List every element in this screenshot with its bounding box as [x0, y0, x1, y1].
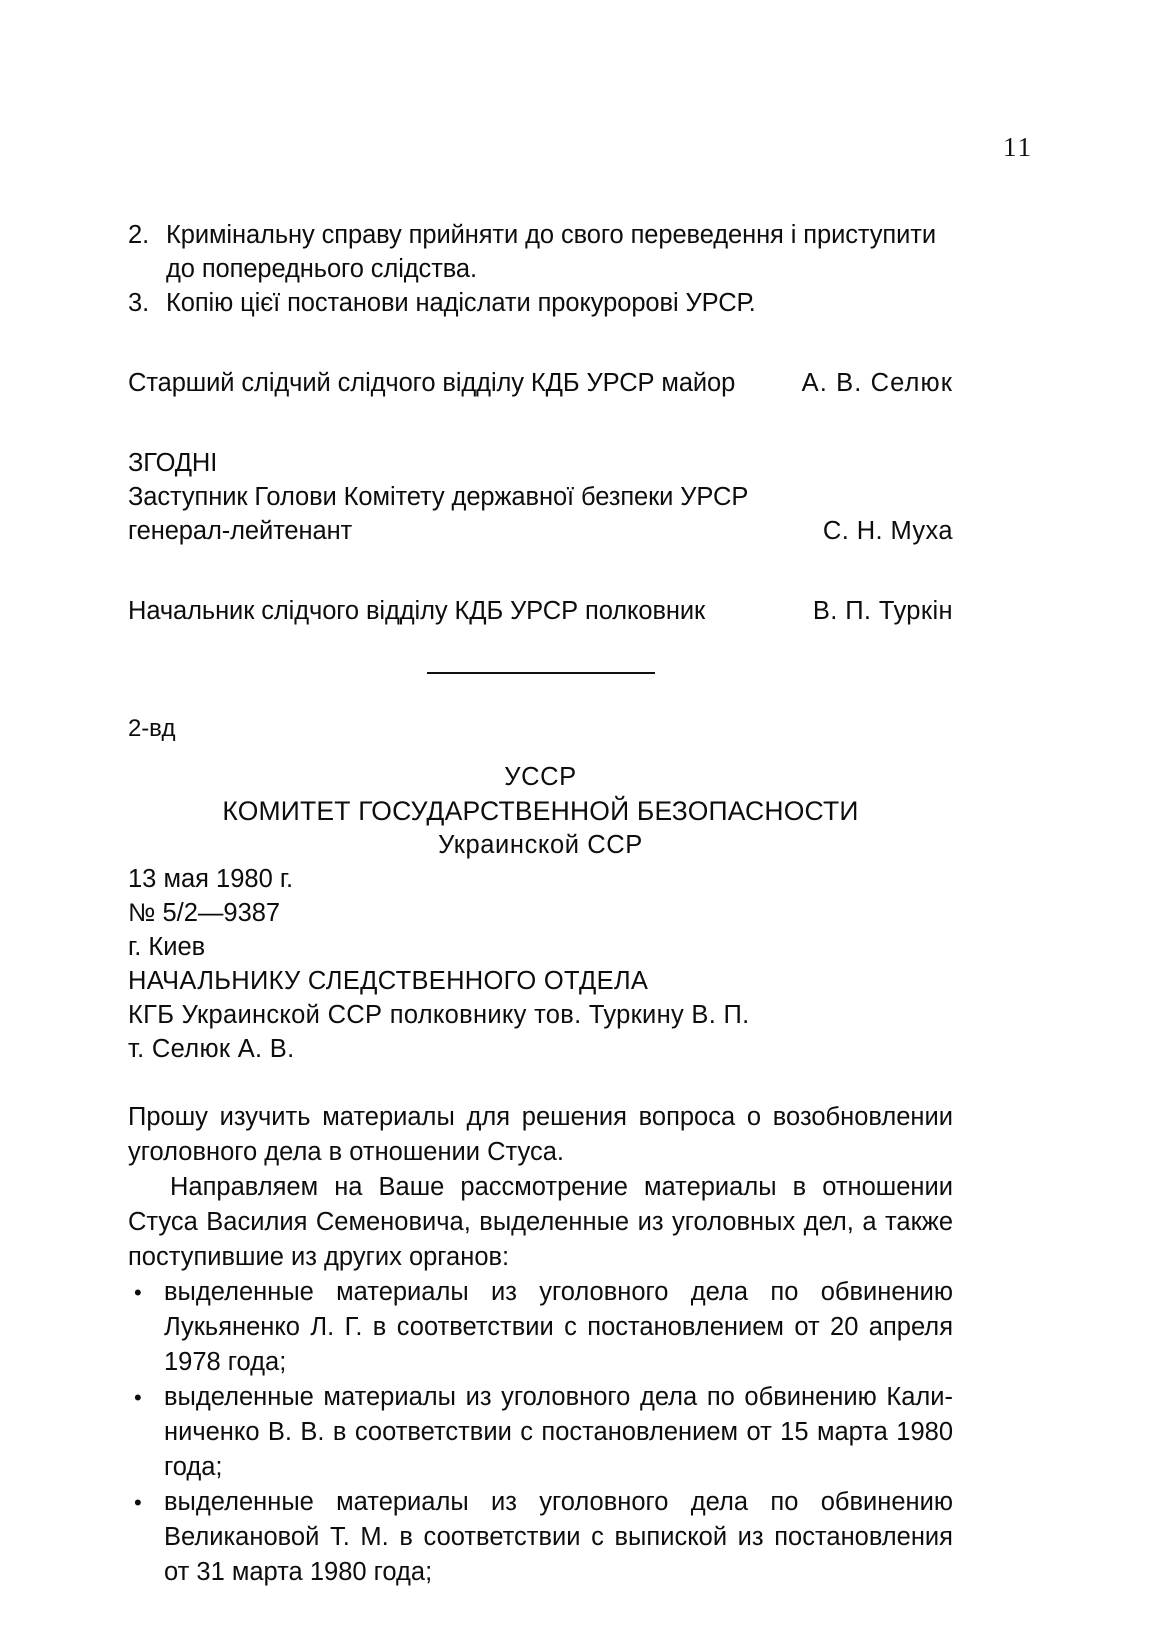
- addressee-name: КГБ Украинской ССР полковнику тов. Туркину В. П.: [128, 1001, 750, 1029]
- signature-block-investigator: [128, 366, 953, 400]
- document-divider: [128, 672, 953, 674]
- signature-role: Старший слідчий слідчого відділу КДБ УРСР майор: [128, 369, 736, 397]
- bullet-icon: •: [134, 1385, 142, 1410]
- list-item-marker: 3.: [128, 289, 150, 317]
- body-paragraph-request: Прошу изучить материалы для решения вопроса о возобновлении уголовного дела в отношении Стуса.: [128, 1103, 953, 1166]
- letterhead-line-ussr: УССР: [504, 763, 577, 791]
- signature-name: В. П. Туркін: [812, 597, 953, 625]
- page-content: [128, 218, 953, 1590]
- list-item: [128, 218, 953, 286]
- letterhead-line-committee: КОМИТЕТ ГОСУДАРСТВЕННОЙ БЕЗОПАСНОСТИ: [222, 796, 859, 826]
- divider-rule: [427, 672, 655, 674]
- list-item-marker: 2.: [128, 221, 150, 249]
- letter-city: г. Киев: [128, 933, 206, 961]
- letterhead: [128, 760, 953, 862]
- list-item-text: выделенные материалы из уголовного дела по обвинению Лукьяненко Л. Г. в соответствии с постановлением от 20 апреля 1978 года;: [164, 1278, 953, 1376]
- addressee-title: НАЧАЛЬНИКУ СЛЕДСТВЕННОГО ОТДЕЛА: [128, 967, 649, 995]
- bullet-icon: •: [134, 1280, 142, 1305]
- document-two: [128, 714, 953, 1590]
- signature-name: А. В. Селюк: [801, 369, 953, 397]
- signature-block-department-head: [128, 594, 953, 628]
- approval-label: ЗГОДНІ: [128, 449, 218, 477]
- list-item-text: выделенные материалы из уголовного дела по обвинению Великановой Т. М. в соответствии с выпиской из постановления от 31 марта 1980 года;: [164, 1488, 953, 1586]
- addressee-copy: т. Селюк А. В.: [128, 1035, 295, 1063]
- letter-number: № 5/2—9387: [128, 899, 281, 927]
- marginal-note: 2-вд: [128, 715, 176, 742]
- bulleted-list: [128, 1275, 953, 1590]
- list-item: [128, 1485, 953, 1590]
- spacer: [128, 400, 953, 446]
- body-paragraph-forwarding: Направляем на Ваше рассмотрение материалы в отношении Стуса Василия Семеновича, выделенные из уголовных дел, а также поступившие из других органов:: [128, 1173, 953, 1271]
- letterhead-line-republic: Украинской ССР: [438, 831, 643, 859]
- numbered-list: [128, 218, 953, 320]
- approver-role-line-1: Заступник Голови Комітету державної безпеки УРСР: [128, 483, 749, 511]
- signature-block-deputy-chairman: [128, 514, 953, 548]
- list-item: [128, 1380, 953, 1485]
- spacer: [128, 1066, 953, 1100]
- list-item-text: Кримінальну справу прийняти до свого переведення і приступити до попереднього слідства.: [166, 221, 936, 283]
- list-item: [128, 286, 953, 320]
- list-item-text: Копію цієї постанови надіслати прокуророві УРСР.: [166, 289, 756, 317]
- bullet-icon: •: [134, 1490, 142, 1515]
- letter-date: 13 мая 1980 г.: [128, 865, 294, 893]
- document-one: [128, 218, 953, 674]
- page-number: 11: [1003, 132, 1033, 162]
- approver-role-line-2: генерал-лейтенант: [128, 517, 353, 545]
- signature-role: Начальник слідчого відділу КДБ УРСР полковник: [128, 597, 706, 625]
- spacer: [128, 320, 953, 366]
- list-item-text: выделенные материалы из уголовного дела по обвинению Калиниченко В. В. в соответствии с постановлением от 15 марта 1980 года;: [164, 1383, 953, 1481]
- spacer: [128, 548, 953, 594]
- list-item: [128, 1275, 953, 1380]
- signature-name: С. Н. Муха: [822, 517, 953, 545]
